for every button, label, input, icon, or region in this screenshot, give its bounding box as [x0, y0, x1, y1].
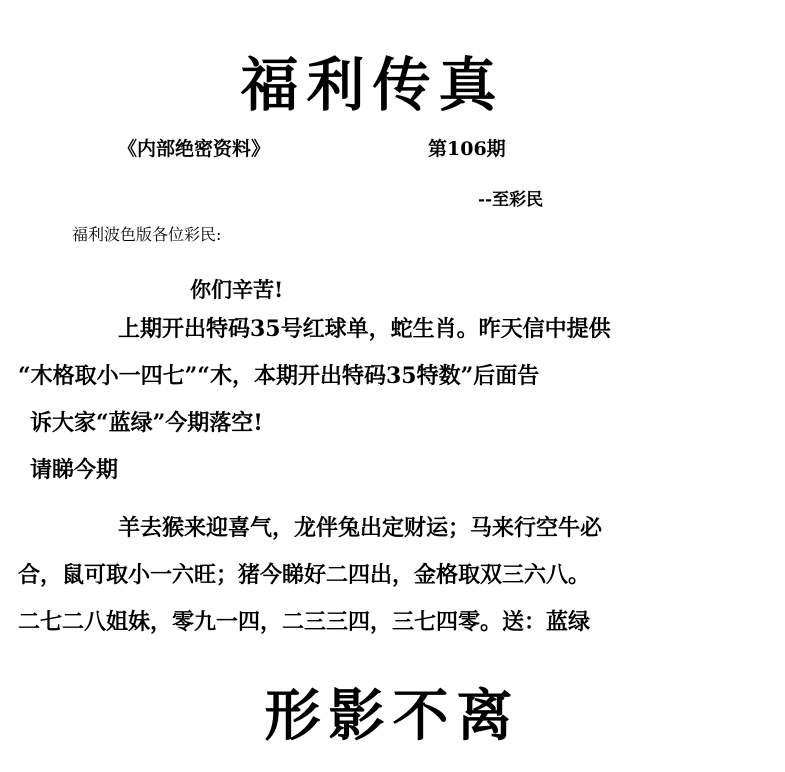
signature: --至彩民 — [478, 190, 544, 210]
paragraph-1-line-3: 诉大家“蓝绿”今期落空! — [30, 410, 263, 436]
thanks-line: 你们辛苦! — [190, 277, 284, 302]
issue-number: 第106期 — [428, 138, 506, 160]
paragraph-1-line-1: 上期开出特码35号红球单，蛇生肖。昨天信中提供 — [118, 316, 611, 342]
paragraph-1-line-4: 请睇今期 — [30, 457, 119, 483]
greeting: 福利波色版各位彩民: — [72, 225, 222, 244]
paragraph-2-line-2: 合，鼠可取小一六旺；猪今睇好二四出，金格取双三六八。 — [18, 562, 591, 588]
footer-slogan: 形影不离 — [264, 683, 521, 749]
paragraph-1-line-2: “木格取小一四七”“木，本期开出特码35特数”后面告 — [18, 363, 540, 389]
paragraph-2 — [18, 505, 770, 646]
paragraph-1 — [18, 306, 770, 494]
paragraph-2-line-1: 羊去猴来迎喜气，龙伴兔出定财运；马来行空牛必 — [118, 515, 603, 541]
page-title: 福利传真 — [240, 51, 505, 119]
paragraph-2-line-3: 二七二八姐妹，零九一四，二三三四，三七四零。送：蓝绿 — [18, 609, 591, 635]
document-subtitle: 《内部绝密资料》 — [118, 138, 271, 160]
